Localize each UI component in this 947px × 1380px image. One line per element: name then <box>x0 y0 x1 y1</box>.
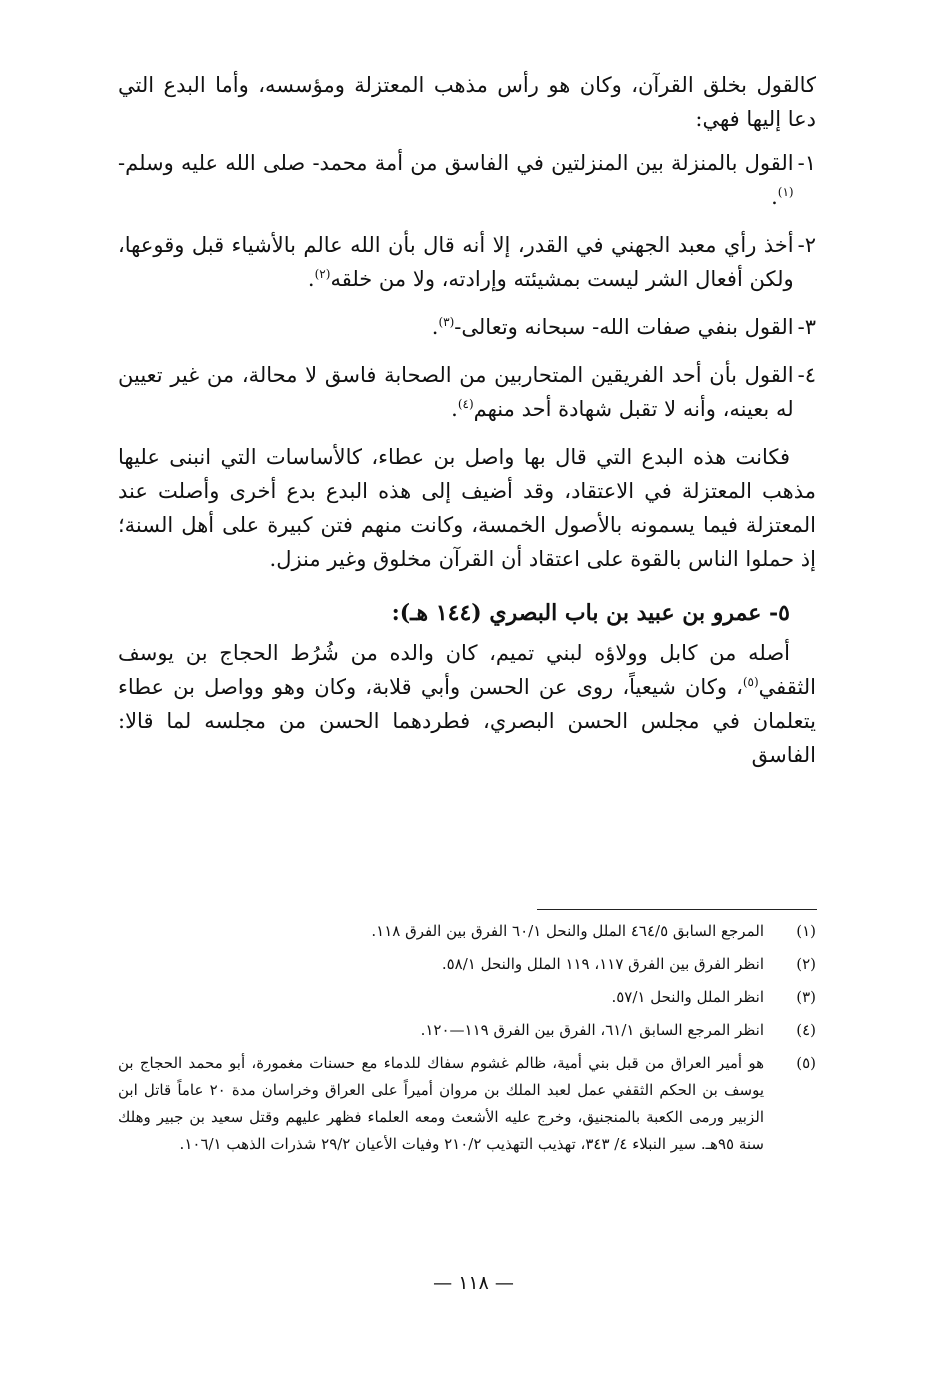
footnote-ref: (٢) <box>314 267 331 281</box>
footnote-ref: (٥) <box>742 675 759 689</box>
footnote-text: انظر الملل والنحل ٥٧/١. <box>611 988 764 1006</box>
list-item-number: ٣- <box>797 315 816 339</box>
footnote-text: المرجع السابق ٤٦٤/٥ الملل والنحل ٦٠/١ الفرق بين الفرق ١١٨. <box>371 922 764 940</box>
body-paragraph: فكانت هذه البدع التي قال بها واصل بن عطاء، كالأساسات التي انبنى عليها مذهب المعتزلة في الاعتقاد، وقد أضيف إلى هذه البدع بدع أخرى وأصلت عند المعتزلة فيما يسمونه بالأصول الخمسة، وكانت منهم فتن كبيرة على أهل السنة؛ إذ حملوا الناس بالقوة على اعتقاد أن القرآن مخلوق وغير منزل. <box>118 445 816 571</box>
footnote-ref: (٤) <box>457 397 474 411</box>
list-item-number: ٢- <box>797 233 816 257</box>
list-item <box>118 358 816 426</box>
section-heading: ٥- عمرو بن عبيد بن باب البصري (١٤٤ هـ): <box>391 600 790 626</box>
page-number: — ١١٨ — <box>433 1272 514 1294</box>
footnote-ref: (٣) <box>438 315 455 329</box>
list-item-text: القول بأن أحد الفريقين المتحاربين من الصحابة فاسق لا محالة، من غير تعيين له بعينه، وأنه لا تقبل شهادة أحد منهم$^{(٤)}$. <box>118 363 794 421</box>
footnote <box>118 951 816 978</box>
footnote-number: (٥) <box>796 1054 816 1072</box>
list-item-text: القول بالمنزلة بين المنزلتين في الفاسق من أمة محمد- صلى الله عليه وسلم-$^{(١)}$. <box>118 151 794 209</box>
footnote-number: (٤) <box>796 1021 816 1039</box>
list-item-number: ١- <box>797 151 816 175</box>
list-item <box>118 228 816 296</box>
footnote <box>118 918 816 945</box>
footnote <box>118 1017 816 1044</box>
list-item-text: القول بنفي صفات الله- سبحانه وتعالى-$^{(٣)}$. <box>431 315 794 339</box>
list-item <box>118 310 816 344</box>
footnote-ref: (١) <box>777 185 794 199</box>
main-text <box>118 68 816 784</box>
footnote-text: هو أمير العراق من قبل بني أمية، ظالم غشوم سفاك للدماء مع حسنات مغمورة، أبو محمد الحجاج بن يوسف بن الحكم الثقفي عمل لعبد الملك بن مروان أميراً على العراق وخراسان مدة ٢٠ عاماً قاتل ابن الزبير ورمى الكعبة بالمنجنيق، وخرج عليه الأشعث ومعه العلماء فظهر عليهم وقتل سعيد بن جبير وهلك سنة ٩٥هـ. سير النبلاء ٤/ ٣٤٣، تهذيب التهذيب ٢١٠/٢ وفيات الأعيان ٢٩/٢ شذرات الذهب ١٠٦/١. <box>118 1054 765 1153</box>
footnote-number: (٣) <box>796 988 816 1006</box>
list-item <box>118 146 816 214</box>
footnote-text: انظر المرجع السابق ٦١/١، الفرق بين الفرق ١١٩—١٢٠. <box>420 1021 764 1039</box>
list-item-number: ٤- <box>797 363 816 387</box>
footnote-number: (١) <box>796 922 816 940</box>
footnote-text: انظر الفرق بين الفرق ١١٧، ١١٩ الملل والنحل ٥٨/١. <box>441 955 764 973</box>
footnote <box>118 984 816 1011</box>
footnote <box>118 1050 816 1158</box>
footnote-number: (٢) <box>796 955 816 973</box>
intro-paragraph: كالقول بخلق القرآن، وكان هو رأس مذهب المعتزلة ومؤسسه، وأما البدع التي دعا إليها فهي: <box>118 73 816 131</box>
footnotes <box>118 918 816 1164</box>
section-paragraph: أصله من كابل وولاؤه لبني تميم، كان والده من شُرُط الحجاج بن يوسف الثقفي$^{(٥)}$، وكان شيعياً، روى عن الحسن وأبي قلابة، وكان وهو وواصل بن عطاء يتعلمان في مجلس الحسن البصري، فطردهما الحسن من مجلسه لما قالا: الفاسق <box>118 641 816 767</box>
footnote-separator <box>537 909 817 910</box>
list-item-text: أخذ رأي معبد الجهني في القدر، إلا أنه قال بأن الله عالم بالأشياء قبل وقوعها، ولكن أفعال الشر ليست بمشيئته وإرادته، ولا من خلقه$^{(٢)}$. <box>118 233 794 291</box>
